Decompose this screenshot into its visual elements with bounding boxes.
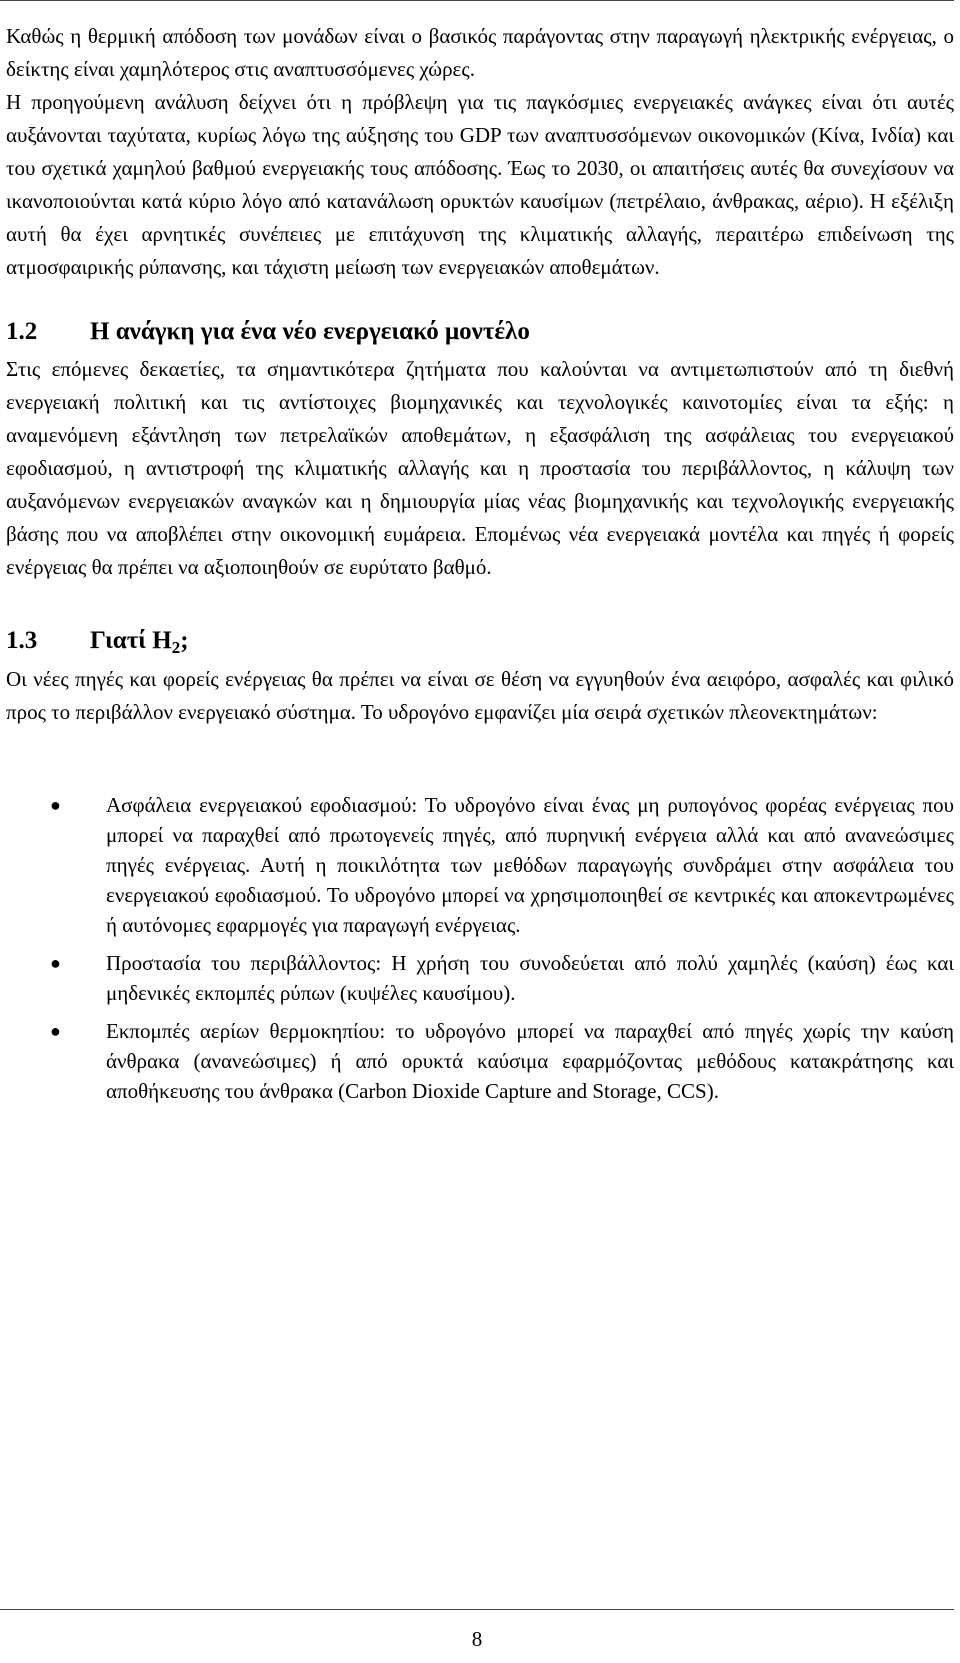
top-rule xyxy=(0,0,954,1)
list-item-text: Προστασία του περιβάλλοντος: Η χρήση του συνοδεύεται από πολύ χαμηλές (καύση) έως και μηδενικές εκπομπές ρύπων (κυψέλες καυσίμου). xyxy=(106,951,954,1005)
bullet-icon: ● xyxy=(50,795,61,815)
bullet-icon: ● xyxy=(50,1021,61,1041)
list-item xyxy=(6,1016,954,1106)
section-number: 1.2 xyxy=(6,318,38,345)
spacer xyxy=(6,584,954,624)
footer-rule xyxy=(0,1609,954,1610)
title-punctuation: ; xyxy=(180,627,189,654)
section-number: 1.3 xyxy=(6,627,38,654)
title-text: Γιατί Η xyxy=(90,627,172,654)
intro-paragraph-1: Καθώς η θερμική απόδοση των μονάδων είναι ο βασικός παράγοντας στην παραγωγή ηλεκτρικής ενέργειας, ο δείκτης είναι χαμηλότερος στις αναπτυσσόμενες χώρες. xyxy=(6,24,954,81)
section-title xyxy=(90,624,189,658)
page-number: 8 xyxy=(471,1627,483,1651)
spacer xyxy=(6,729,954,790)
document-page xyxy=(6,20,954,1106)
intro-paragraph-2: Η προηγούμενη ανάλυση δείχνει ότι η πρόβλεψη για τις παγκόσμιες ενεργειακές ανάγκες είναι ότι αυτές αυξάνονται ταχύτατα, κυρίως λόγω της αύξησης του GDP των αναπτυσσόμενων οικονομικών (Κίνα, Ινδία) και του σχετικά χαμηλού βαθμού ενεργειακής τους απόδοσης. Έως το 2030, οι απαιτήσεις αυτές θα συνεχίσουν να ικανοποιούνται κατά κύριο λόγο από κατανάλωση ορυκτών καυσίμων (πετρέλαιο, άνθρακας, αέριο). Η εξέλιξη αυτή θα έχει αρνητικές συνέπειες με επιτάχυνση της κλιματικής αλλαγής, περαιτέρω επιδείνωση της ατμοσφαιρικής ρύπανσης, και τάχιστη μείωση των ενεργειακών αποθεμάτων. xyxy=(6,90,954,279)
list-item-text: Εκπομπές αερίων θερμοκηπίου: το υδρογόνο μπορεί να παραχθεί από πηγές χωρίς την καύση άνθρακα (ανανεώσιμες) ή από ορυκτά καύσιμα εφαρμόζοντας μεθόδους κατακράτησης και αποθήκευσης του άνθρακα (Carbon Dioxide Capture and Storage, CCS). xyxy=(106,1019,954,1103)
section-heading-1-3 xyxy=(6,624,954,658)
section-1-3-body: Οι νέες πηγές και φορείς ενέργειας θα πρέπει να είναι σε θέση να εγγυηθούν ένα αειφόρο, ασφαλές και φιλικό προς το περιβάλλον ενεργειακό σύστημα. Το υδρογόνο εμφανίζει μία σειρά σχετικών πλεονεκτημάτων: xyxy=(6,667,954,724)
section-heading-1-2 xyxy=(6,315,954,349)
list-item xyxy=(6,948,954,1008)
title-subscript: 2 xyxy=(171,638,181,657)
spacer xyxy=(6,284,954,315)
list-item-text: Ασφάλεια ενεργειακού εφοδιασμού: Το υδρογόνο είναι ένας μη ρυπογόνος φορέας ενέργειας που μπορεί να παραχθεί από πρωτογενείς πηγές, από πυρηνική ενέργεια αλλά και από ανανεώσιμες πηγές ενέργειας. Αυτή η ποικιλότητα των μεθόδων παραγωγής συνδράμει στην ασφάλεια του ενεργειακού εφοδιασμού. Το υδρογόνο μπορεί να χρησιμοποιηθεί σε κεντρικές και αποκεντρωμένες ή αυτόνομες εφαρμογές για παραγωγή ενέργειας. xyxy=(106,793,954,937)
section-title: Η ανάγκη για ένα νέο ενεργειακό μοντέλο xyxy=(90,318,530,345)
bullet-icon: ● xyxy=(50,953,61,973)
section-1-2-body: Στις επόμενες δεκαετίες, τα σημαντικότερα ζητήματα που καλούνται να αντιμετωπιστούν από τη διεθνή ενεργειακή πολιτική και τις αντίστοιχες βιομηχανικές και τεχνολογικές καινοτομίες είναι τα εξής: η αναμενόμενη εξάντληση των πετρελαϊκών αποθεμάτων, η εξασφάλιση της ασφάλειας του ενεργειακού εφοδιασμού, η αντιστροφή της κλιματικής αλλαγής και η προστασία του περιβάλλοντος, η κάλυψη των αυξανόμενων ενεργειακών αναγκών και η δημιουργία μίας νέας βιομηχανικής και τεχνολογικής ενεργειακής βάσης που να αποβλέπει στην οικονομική ευμάρεια. Επομένως νέα ενεργειακά μοντέλα και πηγές ή φορείς ενέργειας θα πρέπει να αξιοποιηθούν σε ευρύτατο βαθμό. xyxy=(6,357,954,579)
advantages-list xyxy=(6,790,954,1106)
list-item xyxy=(6,790,954,940)
